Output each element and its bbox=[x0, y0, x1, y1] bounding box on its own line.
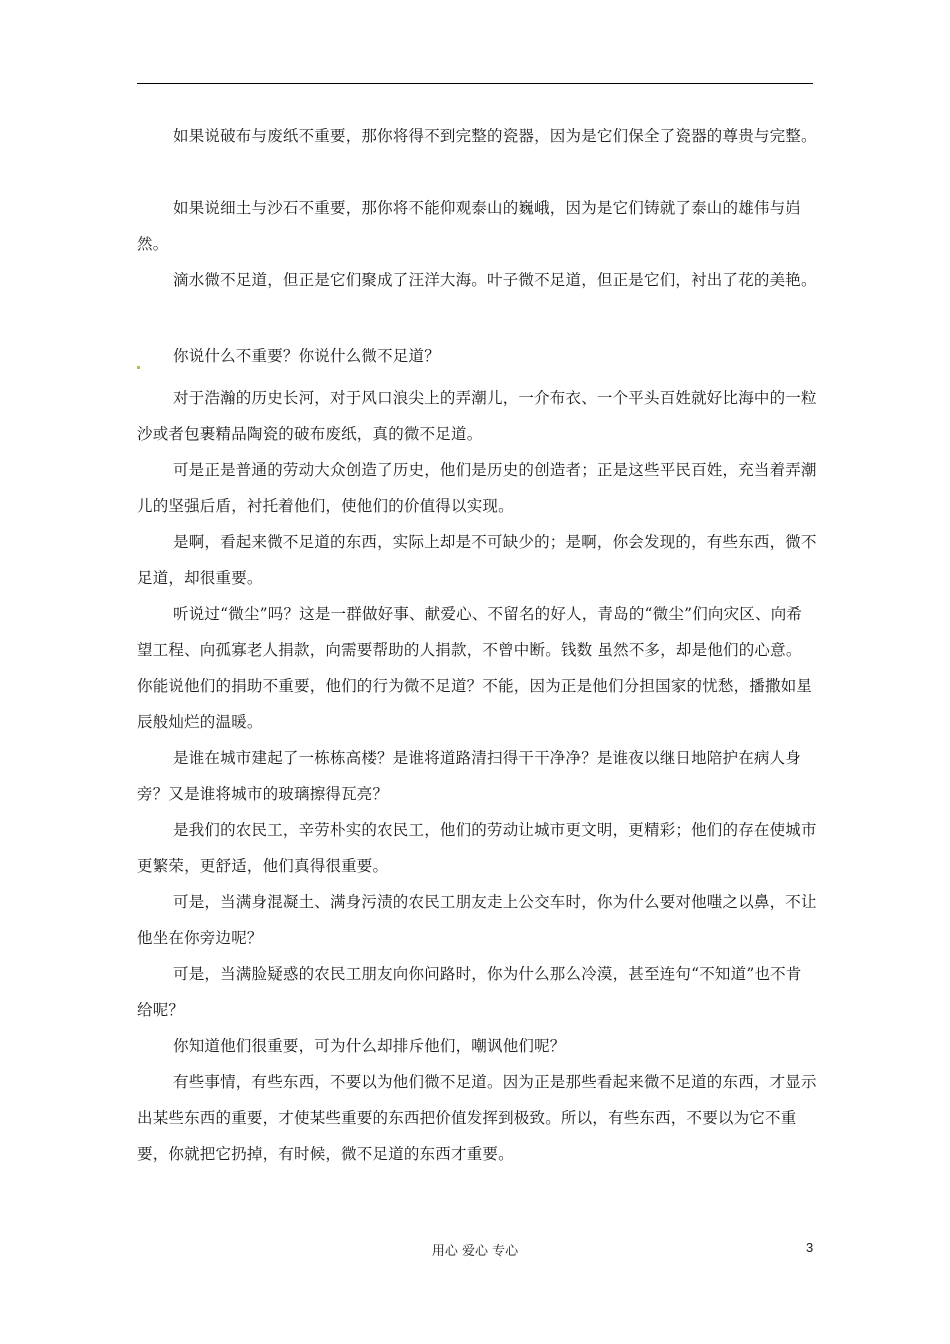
paragraph-6: 可是正是普通的劳动大众创造了历史，他们是历史的创造者；正是这些平民百姓，充当着弄潮儿的坚强后盾，衬托着他们，使他们的价值得以实现。 bbox=[137, 461, 817, 515]
footer-slogan: 用心 爱心 专心 bbox=[431, 1244, 519, 1259]
paragraph-2: 如果说细土与沙石不重要，那你将不能仰观泰山的巍峨，因为是它们铸就了泰山的雄伟与岿然。 bbox=[137, 199, 802, 253]
paragraph-8: 听说过“微尘”吗？这是一群做好事、献爱心、不留名的好人，青岛的“微尘”们向灾区、向希望工程、向孤寡老人捐款，向需要帮助的人捐款，不曾中断。钱数 虽然不多，却是他们的心意。你能说他们的捐助不重要，他们的行为微不足道？不能，因为正是他们分担国家的忧愁，播撒如星辰般灿烂的温暖。 bbox=[137, 605, 813, 731]
paragraph-12: 可是，当满脸疑惑的农民工朋友向你问路时，你为什么那么冷漠，甚至连句“不知道”也不肯给呢？ bbox=[137, 965, 802, 1019]
paragraph-13: 你知道他们很重要，可为什么却排斥他们，嘲讽他们呢？ bbox=[173, 1037, 566, 1055]
paragraph-7: 是啊，看起来微不足道的东西，实际上却是不可缺少的；是啊，你会发现的，有些东西，微不足道，却很重要。 bbox=[137, 533, 817, 587]
paragraph-5: 对于浩瀚的历史长河，对于风口浪尖上的弄潮儿，一介布衣、一个平头百姓就好比海中的一粒沙或者包裹精品陶瓷的破布废纸，真的微不足道。 bbox=[137, 389, 817, 443]
paragraph-11: 可是，当满身混凝土、满身污渍的农民工朋友走上公交车时，你为什么要对他嗤之以鼻，不让他坐在你旁边呢？ bbox=[137, 893, 817, 947]
paragraph-1: 如果说破布与废纸不重要，那你将得不到完整的瓷器，因为是它们保全了瓷器的尊贵与完整。 bbox=[173, 127, 817, 145]
paragraph-9: 是谁在城市建起了一栋栋高楼？是谁将道路清扫得干干净净？是谁夜以继日地陪护在病人身旁？又是谁将城市的玻璃擦得瓦亮？ bbox=[137, 749, 802, 803]
page-number: 3 bbox=[806, 1240, 814, 1255]
paragraph-14: 有些事情，有些东西，不要以为他们微不足道。因为正是那些看起来微不足道的东西，才显示出某些东西的重要，才使某些重要的东西把价值发挥到极致。所以，有些东西，不要以为它不重要，你就把它扔掉，有时候，微不足道的东西才重要。 bbox=[137, 1073, 817, 1163]
paragraph-3: 滴水微不足道，但正是它们聚成了汪洋大海。叶子微不足道，但正是它们，衬出了花的美艳。 bbox=[173, 271, 817, 289]
paragraph-10: 是我们的农民工，辛劳朴实的农民工，他们的劳动让城市更文明，更精彩；他们的存在使城市更繁荣，更舒适，他们真得很重要。 bbox=[137, 821, 817, 875]
paragraph-4: 你说什么不重要？你说什么微不足道？ bbox=[173, 347, 440, 365]
header-rule bbox=[137, 83, 813, 84]
